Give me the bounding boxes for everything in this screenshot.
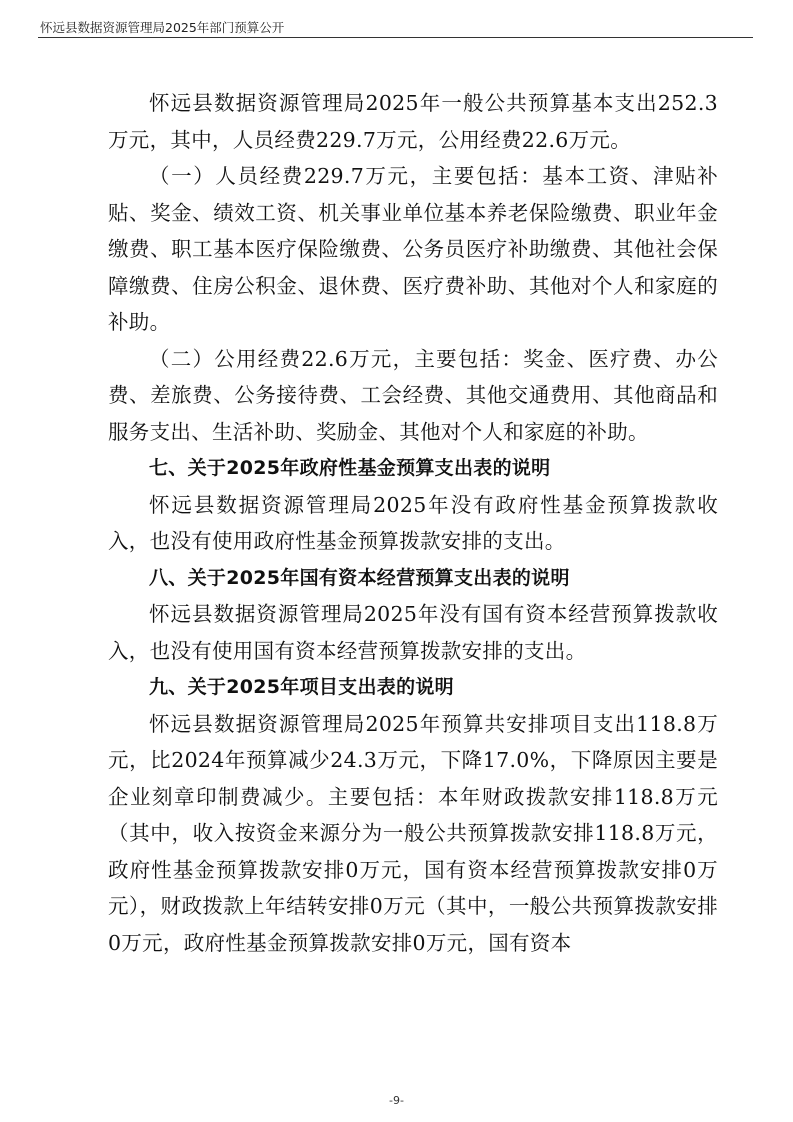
paragraph: 怀远县数据资源管理局2025年预算共安排项目支出118.8万元，比2024年预算减少24.3万元，下降17.0%，下降原因主要是企业刻章印制费减少。主要包括：本年财政拨款安排118.8万元（其中，收入按资金来源分为一般公共预算拨款安排118.8万元，政府性基金预算拨款安排0万元，国有资本经营预算拨款安排0万元），财政拨款上年结转安排0万元（其中，一般公共预算拨款安排0万元，政府性基金预算拨款安排0万元，国有资本 <box>108 711 718 955</box>
paragraph: （一）人员经费229.7万元，主要包括：基本工资、津贴补贴、奖金、绩效工资、机关事业单位基本养老保险缴费、职业年金缴费、职工基本医疗保险缴费、公务员医疗补助缴费、其他社会保障缴费、住房公积金、退休费、医疗费补助、其他对个人和家庭的补助。 <box>108 164 718 334</box>
paragraph: 怀远县数据资源管理局2025年没有国有资本经营预算拨款收入，也没有使用国有资本经营预算拨款安排的支出。 <box>108 602 718 663</box>
paragraph: 怀远县数据资源管理局2025年一般公共预算基本支出252.3万元，其中，人员经费229.7万元，公用经费22.6万元。 <box>108 91 718 152</box>
page-number: -9- <box>389 1094 404 1107</box>
paragraph: 怀远县数据资源管理局2025年没有政府性基金预算拨款收入，也没有使用政府性基金预算拨款安排的支出。 <box>108 492 718 553</box>
document-body <box>108 85 718 961</box>
page-header-title: 怀远县数据资源管理局2025年部门预算公开 <box>40 20 285 35</box>
paragraph: （二）公用经费22.6万元，主要包括：奖金、医疗费、办公费、差旅费、公务接待费、工会经费、其他交通费用、其他商品和服务支出、生活补助、奖励金、其他对个人和家庭的补助。 <box>108 346 718 444</box>
section-heading: 七、关于2025年政府性基金预算支出表的说明 <box>149 457 551 479</box>
section-heading: 八、关于2025年国有资本经营预算支出表的说明 <box>149 566 570 589</box>
section-heading: 九、关于2025年项目支出表的说明 <box>149 676 454 698</box>
header-divider <box>38 37 753 38</box>
